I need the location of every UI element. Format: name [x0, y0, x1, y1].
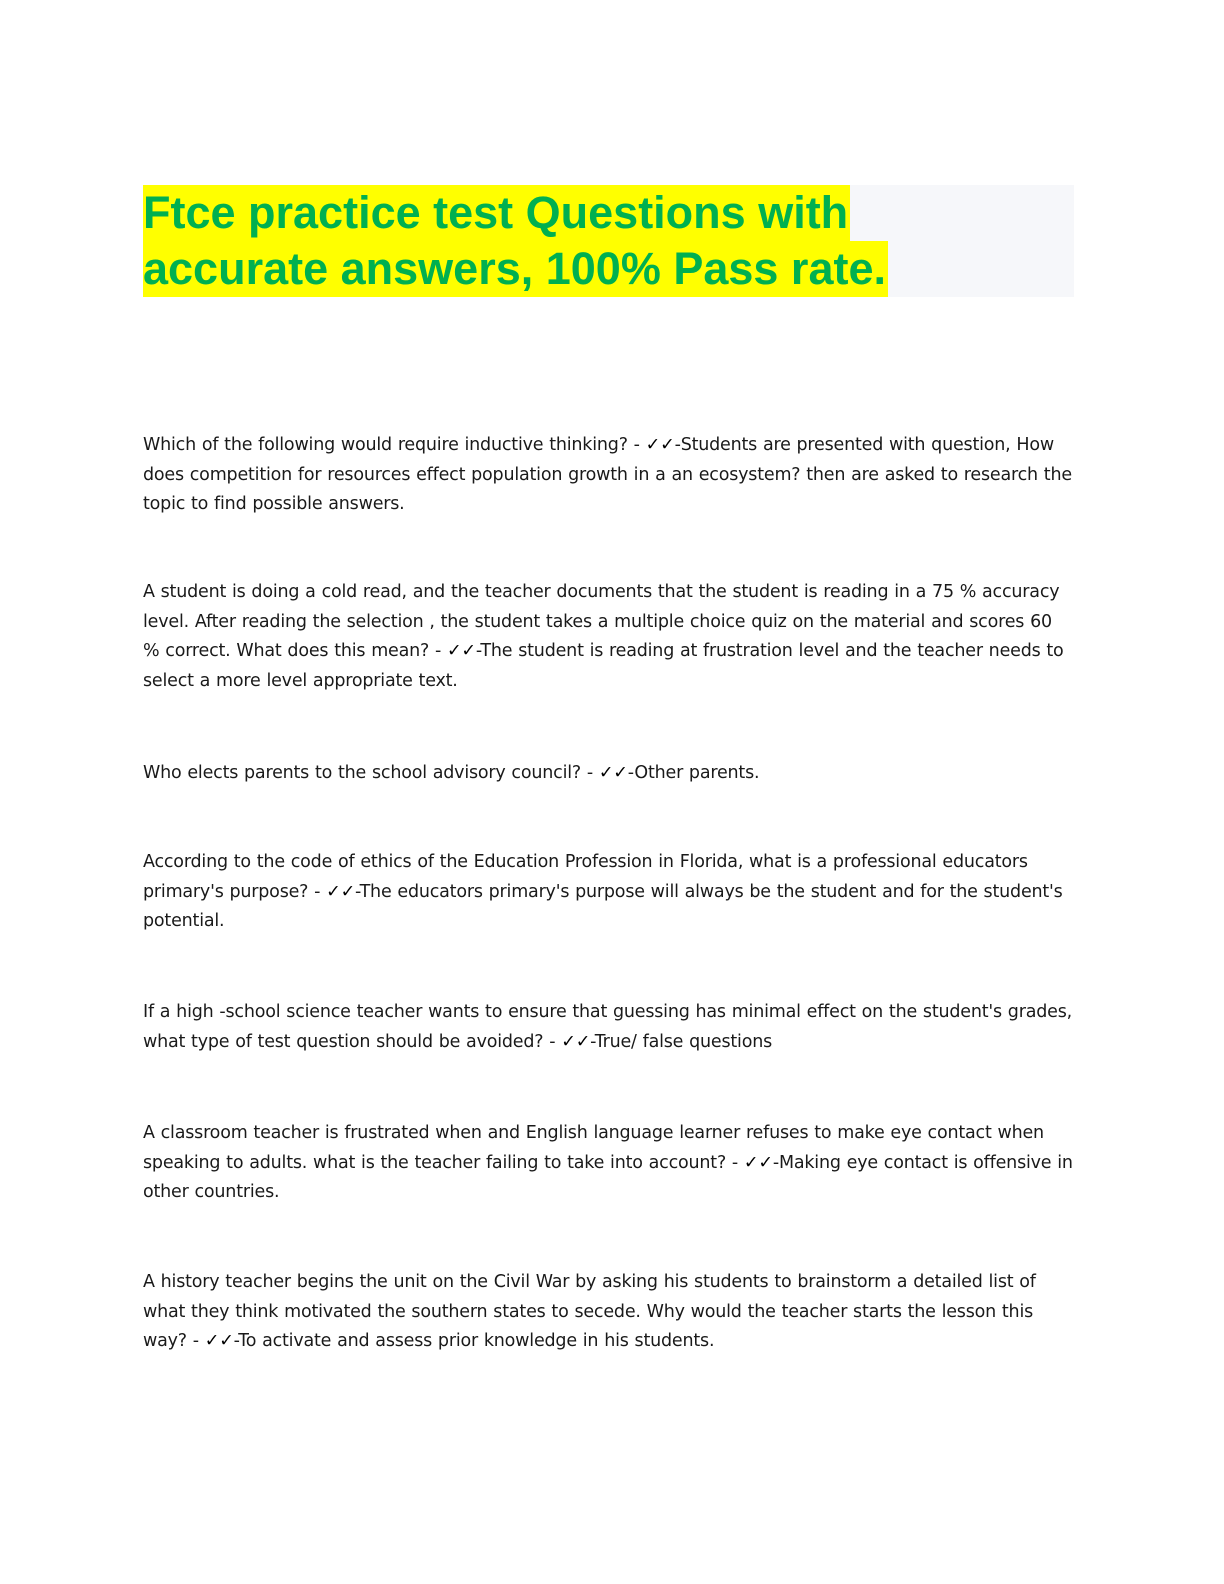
- answer-prefix: -: [355, 881, 360, 902]
- double-check-icon: ✓✓: [204, 1331, 234, 1351]
- separator: -: [580, 763, 599, 783]
- separator: -: [543, 1031, 562, 1052]
- question-text: A history teacher begins the unit on the Civil War by asking his students to brainstorm a detailed list of what they think motivated the southern states to secede. Why would the teacher starts the lesson this way?: [143, 1272, 1036, 1351]
- document-title: [143, 185, 1074, 297]
- question-text: If a high -school science teacher wants to ensure that guessing has minimal effect on the student's grades, what type of test question should be avoided?: [143, 1002, 1072, 1052]
- qa-item: [143, 998, 1073, 1057]
- answer-prefix: -: [475, 641, 481, 661]
- double-check-icon: ✓✓: [446, 641, 476, 661]
- qa-item: [143, 848, 1073, 937]
- qa-item: [143, 759, 1073, 789]
- qa-item: [143, 578, 1073, 696]
- answer-prefix: -: [627, 763, 635, 783]
- qa-item: [143, 1268, 1073, 1357]
- separator: -: [627, 435, 646, 455]
- double-check-icon: ✓✓: [598, 763, 628, 783]
- separator: -: [186, 1331, 205, 1351]
- double-check-icon: ✓✓: [645, 435, 675, 455]
- answer-text: True/ false questions: [594, 1031, 773, 1052]
- double-check-icon: ✓✓: [743, 1152, 773, 1173]
- separator: -: [308, 881, 327, 902]
- qa-item: [143, 1119, 1073, 1208]
- answer-text: To activate and assess prior knowledge in his students.: [238, 1331, 715, 1351]
- answer-prefix: -: [674, 435, 681, 455]
- separator: -: [429, 641, 447, 661]
- title-line-1: Ftce practice test Questions with: [143, 185, 850, 241]
- question-text: Which of the following would require inductive thinking?: [143, 435, 628, 455]
- answer-prefix: -: [233, 1331, 239, 1351]
- question-text: A student is doing a cold read, and the teacher documents that the student is reading in a 75 % accuracy level. After reading the selection , the student takes a multiple choice quiz on the material and scores 60 % correct. What does this mean?: [143, 582, 1060, 661]
- answer-text: The student is reading at frustration level and the teacher needs to select a more level appropriate text.: [143, 641, 1064, 691]
- qa-item: [143, 431, 1073, 520]
- separator: -: [726, 1152, 744, 1173]
- question-text: A classroom teacher is frustrated when and English language learner refuses to make eye contact when speaking to adults. what is the teacher failing to take into account?: [143, 1123, 1044, 1173]
- title-line-2: accurate answers, 100% Pass rate.: [143, 241, 888, 297]
- question-text: According to the code of ethics of the Education Profession in Florida, what is a professional educators primary's purpose?: [143, 852, 1028, 902]
- answer-text: Students are presented with question, How does competition for resources effect population growth in a an ecosystem? then are asked to research the topic to find possible answers.: [143, 435, 1072, 514]
- answer-prefix: -: [772, 1152, 779, 1173]
- double-check-icon: ✓✓: [326, 881, 356, 902]
- answer-text: The educators primary's purpose will always be the student and for the student's potential.: [143, 881, 1063, 931]
- answer-text: Other parents.: [634, 763, 760, 783]
- double-check-icon: ✓✓: [561, 1031, 591, 1052]
- question-text: Who elects parents to the school advisory council?: [143, 763, 581, 783]
- answer-prefix: -: [590, 1031, 595, 1052]
- answer-text: Making eye contact is offensive in other countries.: [143, 1152, 1073, 1202]
